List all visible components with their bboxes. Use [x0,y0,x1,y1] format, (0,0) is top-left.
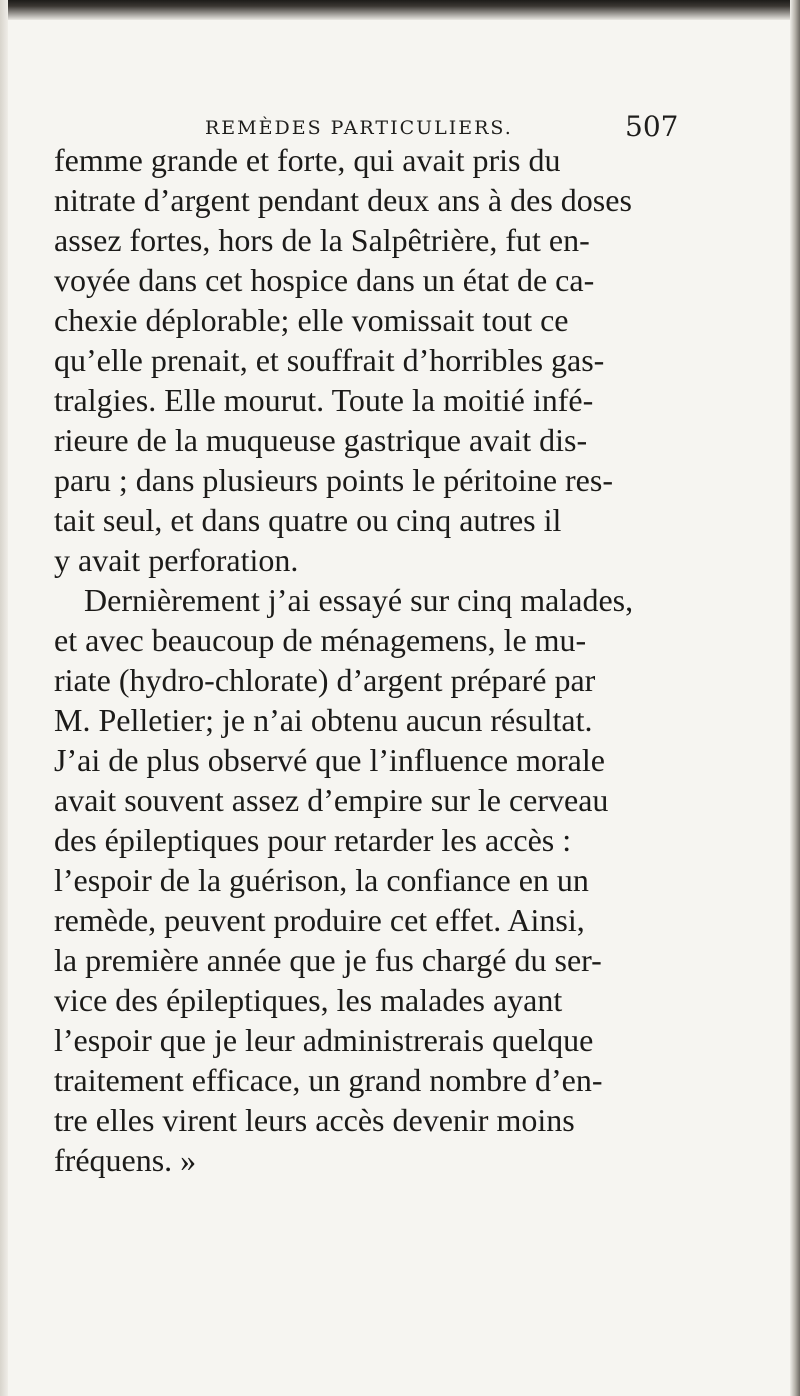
text-line: paru ; dans plusieurs points le péritoine res- [54,462,613,498]
text-line: tre elles virent leurs accès devenir moins [54,1102,575,1138]
page-top-edge [0,0,800,20]
page-left-edge [0,0,8,1396]
text-line: et avec beaucoup de ménagemens, le mu- [54,622,587,658]
text-line: tralgies. Elle mourut. Toute la moitié infé- [54,382,594,418]
text-line: qu’elle prenait, et souffrait d’horribles gas- [54,342,605,378]
text-line: Dernièrement j’ai essayé sur cinq malades, [84,582,634,618]
text-line: la première année que je fus chargé du ser- [54,942,602,978]
text-line: nitrate d’argent pendant deux ans à des doses [54,182,632,218]
text-line: assez fortes, hors de la Salpêtrière, fut en- [54,222,590,258]
page-number: 507 [625,110,679,143]
text-line: vice des épileptiques, les malades ayant [54,982,563,1018]
text-line: rieure de la muqueuse gastrique avait dis- [54,422,588,458]
page-right-edge [790,0,800,1396]
text-line: voyée dans cet hospice dans un état de ca- [54,262,595,298]
text-line: M. Pelletier; je n’ai obtenu aucun résultat. [54,702,593,738]
text-line: des épileptiques pour retarder les accès : [54,822,572,858]
text-line: avait souvent assez d’empire sur le cerveau [54,782,609,818]
running-title: REMÈDES PARTICULIERS. [205,117,513,139]
text-line: fréquens. » [54,1142,197,1178]
text-line: femme grande et forte, qui avait pris du [54,142,561,178]
text-line: l’espoir que je leur administrerais quelque [54,1022,594,1058]
text-line: traitement efficace, un grand nombre d’en- [54,1062,603,1098]
text-line: tait seul, et dans quatre ou cinq autres il [54,502,562,538]
text-line: riate (hydro-chlorate) d’argent préparé par [54,662,596,698]
text-line: J’ai de plus observé que l’influence morale [54,742,605,778]
text-line: y avait perforation. [54,542,299,578]
text-line: chexie déplorable; elle vomissait tout ce [54,302,569,338]
text-line: l’espoir de la guérison, la confiance en un [54,862,589,898]
text-line: remède, peuvent produire cet effet. Ainsi, [54,902,585,938]
